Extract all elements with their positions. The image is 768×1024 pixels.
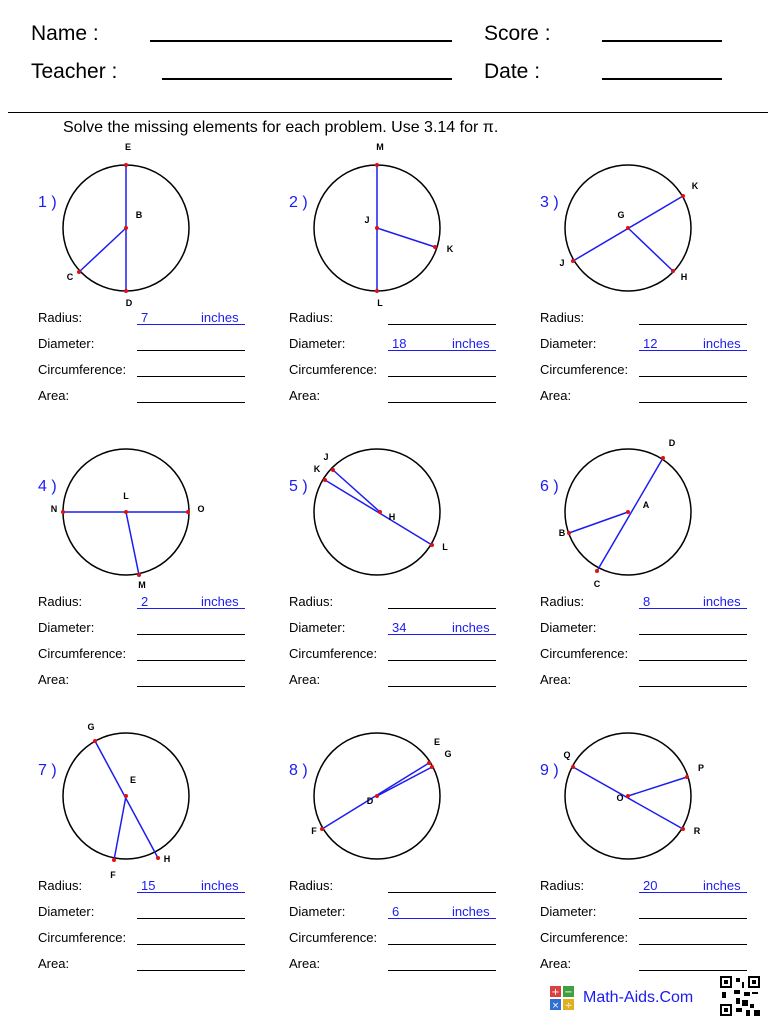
point-marker: [124, 510, 128, 514]
area-label: Area:: [38, 388, 70, 403]
radius-answer-line[interactable]: [639, 324, 747, 325]
radius-label: Radius:: [38, 878, 83, 893]
point-label: B: [135, 210, 143, 220]
point-label: R: [693, 826, 701, 836]
circumference-answer-line[interactable]: [388, 944, 496, 945]
point-marker: [567, 531, 571, 535]
circumference-answer-line[interactable]: [137, 660, 245, 661]
point-marker: [681, 827, 685, 831]
point-label: H: [680, 272, 688, 282]
area-field: [289, 672, 539, 688]
point-marker: [427, 761, 431, 765]
radius-label: Radius:: [289, 310, 334, 325]
svg-text:×: ×: [551, 1001, 560, 1010]
point-marker: [375, 226, 379, 230]
diameter-field: [289, 336, 539, 352]
point-marker: [124, 794, 128, 798]
area-answer-line[interactable]: [388, 970, 496, 971]
point-marker: [124, 289, 128, 293]
radius-field: [38, 310, 288, 326]
diameter-label: Diameter:: [540, 620, 597, 635]
area-label: Area:: [38, 672, 70, 687]
problem-5: [289, 424, 539, 708]
circumference-label: Circumference:: [38, 362, 127, 377]
name-label: Name :: [31, 22, 99, 45]
given-value: 18: [392, 336, 407, 351]
circle-figure: [38, 708, 238, 878]
diameter-field: [540, 904, 768, 920]
circle-figure: [289, 708, 489, 878]
circle-figure: [38, 140, 238, 310]
problem-3: [540, 140, 768, 424]
circumference-label: Circumference:: [540, 646, 629, 661]
given-value: 6: [392, 904, 400, 919]
point-marker: [671, 269, 675, 273]
area-field: [540, 672, 768, 688]
point-label: J: [559, 258, 565, 268]
problem-1: [38, 140, 288, 424]
radius-field: [38, 878, 288, 894]
point-marker: [137, 573, 141, 577]
circumference-field: [540, 930, 768, 946]
area-answer-line[interactable]: [137, 686, 245, 687]
point-marker: [681, 194, 685, 198]
area-answer-line[interactable]: [388, 402, 496, 403]
point-marker: [112, 858, 116, 862]
segment-line: [377, 767, 432, 796]
area-label: Area:: [289, 388, 321, 403]
point-marker: [626, 510, 630, 514]
point-label: D: [125, 298, 133, 308]
diameter-field: [289, 904, 539, 920]
instructions-end: .: [493, 119, 499, 136]
teacher-label: Teacher :: [31, 60, 118, 83]
area-label: Area:: [540, 956, 572, 971]
point-marker: [430, 765, 434, 769]
problem-number: 5 ): [289, 478, 308, 495]
point-marker: [323, 478, 327, 482]
diameter-answer-line[interactable]: [137, 350, 245, 351]
point-label: K: [691, 181, 699, 191]
point-marker: [320, 827, 324, 831]
point-marker: [430, 543, 434, 547]
circumference-label: Circumference:: [38, 646, 127, 661]
problem-7: [38, 708, 288, 992]
area-field: [540, 956, 768, 972]
point-label: L: [377, 298, 383, 308]
point-label: O: [616, 793, 624, 803]
diameter-label: Diameter:: [38, 620, 95, 635]
diameter-field: [289, 620, 539, 636]
circle-figure: [289, 424, 489, 594]
segment-line: [377, 228, 435, 247]
teacher-line[interactable]: [162, 78, 452, 80]
svg-text:÷: ÷: [564, 1001, 573, 1010]
point-label: Q: [563, 750, 571, 760]
point-label: M: [376, 142, 384, 152]
area-field: [289, 956, 539, 972]
date-line[interactable]: [602, 78, 722, 80]
given-unit: inches: [201, 310, 239, 325]
circle-figure: [289, 140, 489, 310]
segment-line: [95, 741, 158, 858]
segment-line: [333, 470, 380, 512]
radius-field: [289, 878, 539, 894]
segment-line: [597, 458, 663, 571]
point-marker: [61, 510, 65, 514]
circumference-field: [38, 646, 288, 662]
radius-label: Radius:: [38, 594, 83, 609]
problem-number: 6 ): [540, 478, 559, 495]
svg-text:−: −: [564, 987, 573, 998]
given-value: 20: [643, 878, 658, 893]
area-answer-line[interactable]: [137, 402, 245, 403]
problem-number: 1 ): [38, 194, 57, 211]
circumference-answer-line[interactable]: [137, 376, 245, 377]
point-marker: [124, 226, 128, 230]
problem-2: [289, 140, 539, 424]
area-answer-line[interactable]: [639, 402, 747, 403]
point-label: J: [364, 215, 370, 225]
circumference-label: Circumference:: [289, 646, 378, 661]
point-marker: [685, 775, 689, 779]
given-value: 7: [141, 310, 149, 325]
circumference-field: [540, 362, 768, 378]
segment-line: [79, 228, 126, 272]
point-label: F: [311, 826, 317, 836]
area-field: [38, 672, 288, 688]
problem-9: [540, 708, 768, 992]
diameter-label: Diameter:: [540, 904, 597, 919]
point-label: H: [163, 854, 171, 864]
point-marker: [626, 226, 630, 230]
point-label: C: [66, 272, 74, 282]
circumference-label: Circumference:: [38, 930, 127, 945]
diameter-field: [38, 904, 288, 920]
circumference-answer-line[interactable]: [639, 944, 747, 945]
area-field: [38, 388, 288, 404]
date-label: Date :: [484, 60, 541, 83]
diameter-field: [38, 620, 288, 636]
point-label: M: [138, 580, 146, 590]
problem-number: 8 ): [289, 762, 308, 779]
diameter-label: Diameter:: [289, 620, 346, 635]
radius-label: Radius:: [540, 310, 585, 325]
area-answer-line[interactable]: [388, 686, 496, 687]
given-unit: inches: [452, 620, 490, 635]
given-value: 8: [643, 594, 651, 609]
given-unit: inches: [452, 904, 490, 919]
point-label: J: [323, 452, 329, 462]
problem-number: 7 ): [38, 762, 57, 779]
point-label: L: [442, 542, 448, 552]
radius-label: Radius:: [289, 878, 334, 893]
point-label: K: [446, 244, 454, 254]
circumference-field: [289, 646, 539, 662]
instructions-text: Solve the missing elements for each problem. Use 3.14 for: [63, 119, 479, 136]
radius-field: [540, 310, 768, 326]
circumference-label: Circumference:: [540, 930, 629, 945]
circumference-answer-line[interactable]: [639, 660, 747, 661]
diameter-label: Diameter:: [38, 336, 95, 351]
given-value: 2: [141, 594, 149, 609]
point-marker: [433, 245, 437, 249]
point-marker: [93, 739, 97, 743]
name-line[interactable]: [150, 40, 452, 42]
point-marker: [571, 765, 575, 769]
problem-number: 4 ): [38, 478, 57, 495]
area-label: Area:: [38, 956, 70, 971]
point-marker: [661, 456, 665, 460]
header-divider: [8, 112, 768, 113]
circumference-label: Circumference:: [540, 362, 629, 377]
given-value: 12: [643, 336, 658, 351]
given-unit: inches: [201, 878, 239, 893]
point-label: H: [388, 512, 396, 522]
point-label: E: [129, 775, 137, 785]
point-label: G: [444, 749, 452, 759]
area-field: [289, 388, 539, 404]
point-marker: [595, 569, 599, 573]
radius-field: [289, 310, 539, 326]
diameter-answer-line[interactable]: [137, 634, 245, 635]
circumference-answer-line[interactable]: [388, 376, 496, 377]
circumference-field: [540, 646, 768, 662]
score-line[interactable]: [602, 40, 722, 42]
problem-8: [289, 708, 539, 992]
area-answer-line[interactable]: [137, 970, 245, 971]
circumference-field: [289, 930, 539, 946]
qr-code-icon: [720, 976, 760, 1016]
circumference-label: Circumference:: [289, 930, 378, 945]
point-label: K: [313, 464, 321, 474]
given-unit: inches: [703, 594, 741, 609]
calculator-icon: [550, 986, 574, 1010]
point-label: B: [558, 528, 566, 538]
diameter-field: [540, 620, 768, 636]
point-label: P: [697, 763, 705, 773]
point-label: L: [123, 491, 129, 501]
segment-line: [569, 512, 628, 533]
instructions: [63, 119, 498, 137]
radius-field: [289, 594, 539, 610]
point-label: N: [50, 504, 58, 514]
point-label: O: [197, 504, 205, 514]
segment-line: [628, 777, 687, 796]
given-value: 15: [141, 878, 156, 893]
diameter-answer-line[interactable]: [137, 918, 245, 919]
point-marker: [375, 794, 379, 798]
point-marker: [378, 510, 382, 514]
given-unit: inches: [201, 594, 239, 609]
circle-figure: [38, 424, 238, 594]
point-marker: [186, 510, 190, 514]
diameter-field: [38, 336, 288, 352]
area-label: Area:: [289, 672, 321, 687]
brand-link[interactable]: Math-Aids.Com: [583, 989, 694, 1006]
point-marker: [375, 163, 379, 167]
point-label: A: [642, 500, 650, 510]
circumference-answer-line[interactable]: [388, 660, 496, 661]
given-value: 34: [392, 620, 407, 635]
area-field: [540, 388, 768, 404]
point-marker: [375, 289, 379, 293]
point-marker: [124, 163, 128, 167]
given-unit: inches: [452, 336, 490, 351]
point-label: D: [668, 438, 676, 448]
problem-number: 3 ): [540, 194, 559, 211]
diameter-answer-line[interactable]: [639, 918, 747, 919]
score-label: Score :: [484, 22, 551, 45]
circumference-field: [38, 930, 288, 946]
area-label: Area:: [289, 956, 321, 971]
problem-number: 2 ): [289, 194, 308, 211]
point-marker: [626, 794, 630, 798]
problem-number: 9 ): [540, 762, 559, 779]
diameter-label: Diameter:: [540, 336, 597, 351]
point-label: E: [433, 737, 441, 747]
diameter-label: Diameter:: [289, 336, 346, 351]
diameter-field: [540, 336, 768, 352]
radius-answer-line[interactable]: [388, 892, 496, 893]
circle-figure: [540, 424, 740, 594]
area-answer-line[interactable]: [639, 686, 747, 687]
circumference-field: [289, 362, 539, 378]
point-marker: [156, 856, 160, 860]
radius-answer-line[interactable]: [388, 324, 496, 325]
circle-figure: [540, 140, 740, 310]
circumference-label: Circumference:: [289, 362, 378, 377]
pi-symbol: π: [482, 119, 494, 136]
radius-field: [540, 594, 768, 610]
radius-answer-line[interactable]: [388, 608, 496, 609]
given-unit: inches: [703, 878, 741, 893]
radius-label: Radius:: [540, 878, 585, 893]
segment-line: [628, 228, 673, 271]
point-label: G: [617, 210, 625, 220]
circumference-answer-line[interactable]: [639, 376, 747, 377]
circumference-answer-line[interactable]: [137, 944, 245, 945]
svg-text:+: +: [551, 987, 560, 998]
area-label: Area:: [540, 672, 572, 687]
area-answer-line[interactable]: [639, 970, 747, 971]
diameter-label: Diameter:: [289, 904, 346, 919]
diameter-label: Diameter:: [38, 904, 95, 919]
radius-field: [38, 594, 288, 610]
radius-label: Radius:: [540, 594, 585, 609]
area-field: [38, 956, 288, 972]
circumference-field: [38, 362, 288, 378]
problem-4: [38, 424, 288, 708]
circle-figure: [540, 708, 740, 878]
area-label: Area:: [540, 388, 572, 403]
point-marker: [77, 270, 81, 274]
radius-label: Radius:: [289, 594, 334, 609]
diameter-answer-line[interactable]: [639, 634, 747, 635]
point-label: D: [366, 796, 374, 806]
point-label: F: [110, 870, 116, 878]
point-marker: [331, 468, 335, 472]
segment-line: [126, 512, 139, 575]
radius-label: Radius:: [38, 310, 83, 325]
point-marker: [571, 259, 575, 263]
point-label: G: [87, 722, 95, 732]
point-label: E: [124, 142, 132, 152]
point-label: C: [593, 579, 601, 589]
given-unit: inches: [703, 336, 741, 351]
segment-line: [114, 796, 126, 860]
problem-6: [540, 424, 768, 708]
radius-field: [540, 878, 768, 894]
